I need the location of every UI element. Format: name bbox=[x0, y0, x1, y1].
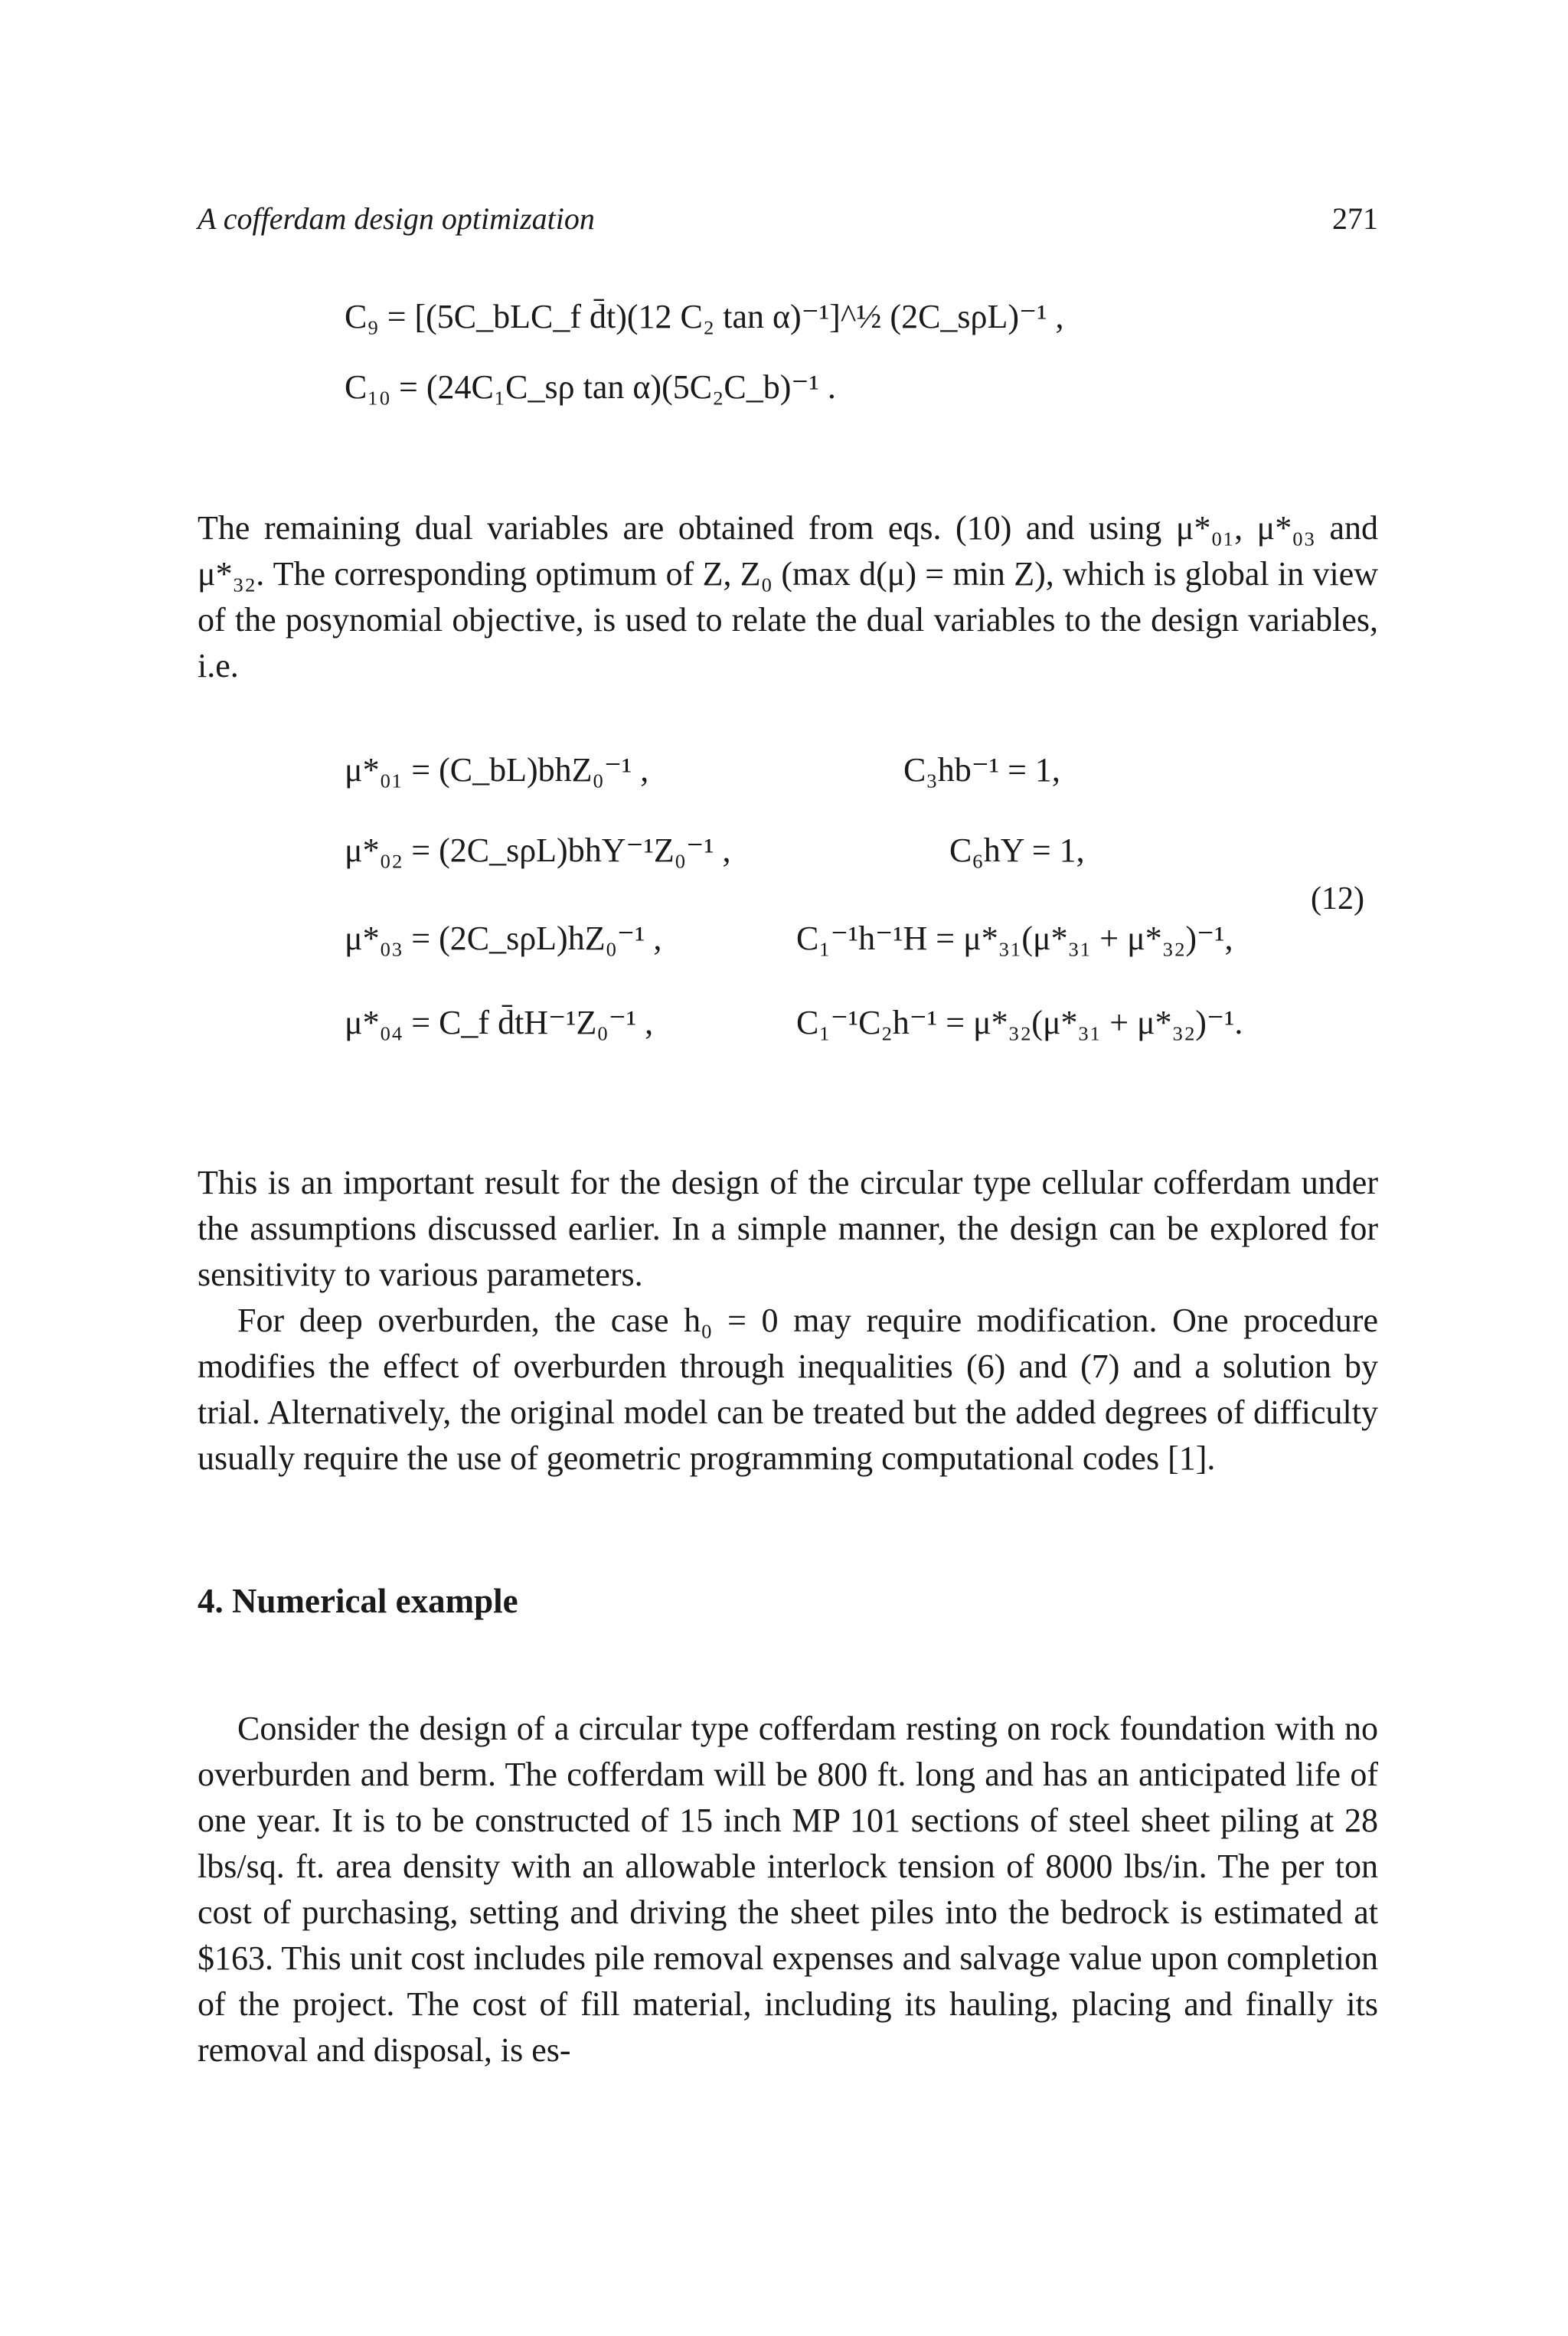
equation-c10: C₁₀ = (24C₁C_sρ tan α)(5C₂C_b)⁻¹ . bbox=[345, 368, 836, 406]
page-number: 271 bbox=[1332, 201, 1378, 236]
paragraph-text: For deep overburden, the case h₀ = 0 may require modification. One procedure modifies the effect of overburden through inequalities (6) and (7) and a solution by trial. Alternatively, the original model can be treated but the added degrees of difficulty usually require the use of geometric programming computational codes [1]. bbox=[198, 1302, 1378, 1477]
paragraph-result bbox=[198, 1160, 1378, 1298]
paragraph-text: The remaining dual variables are obtained from eqs. (10) and using μ*₀₁, μ*₀₃ and μ*₃₂. The corresponding optimum of Z, Z₀ (max d(μ) = min Z), which is global in view of the posynomial objective, is used to relate the dual variables to the design variables, i.e. bbox=[198, 509, 1378, 684]
equation-mu03: μ*₀₃ = (2C_sρL)hZ₀⁻¹ , bbox=[345, 920, 662, 957]
equation-number: (12) bbox=[1311, 881, 1364, 916]
paragraph-text: This is an important result for the design of the circular type cellular cofferdam under the assumptions discussed earlier. In a simple manner, the design can be explored for sensitivity to various parameters. bbox=[198, 1164, 1378, 1293]
equation-mu02: μ*₀₂ = (2C_sρL)bhY⁻¹Z₀⁻¹ , bbox=[345, 831, 731, 869]
paragraph-numerical-example bbox=[198, 1706, 1378, 2073]
equation-c1-h: C₁⁻¹h⁻¹H = μ*₃₁(μ*₃₁ + μ*₃₂)⁻¹, bbox=[796, 920, 1233, 957]
equation-c1-c2: C₁⁻¹C₂h⁻¹ = μ*₃₂(μ*₃₁ + μ*₃₂)⁻¹. bbox=[796, 1004, 1243, 1041]
equation-c9: C₉ = [(5C_bLC_f d̄t)(12 C₂ tan α)⁻¹]^½ (2C_sρL)⁻¹ , bbox=[345, 298, 1064, 335]
equation-mu04: μ*₀₄ = C_f d̄tH⁻¹Z₀⁻¹ , bbox=[345, 1004, 654, 1041]
paragraph-dual-variables bbox=[198, 505, 1378, 689]
equation-c6: C₆hY = 1, bbox=[949, 831, 1085, 869]
paragraph-overburden bbox=[198, 1298, 1378, 1482]
equation-c3: C₃hb⁻¹ = 1, bbox=[903, 751, 1060, 789]
paragraph-text: Consider the design of a circular type cofferdam resting on rock foundation with no overburden and berm. The cofferdam will be 800 ft. long and has an anticipated life of one year. It is to be constructed of 15 inch MP 101 sections of steel sheet piling at 28 lbs/sq. ft. area density with an allowable interlock tension of 8000 lbs/in. The per ton cost of purchasing, setting and driving the sheet piles into the bedrock is estimated at $163. This unit cost includes pile removal expenses and salvage value upon completion of the project. The cost of fill material, including its hauling, placing and finally its removal and disposal, is es- bbox=[198, 1710, 1378, 2069]
running-title: A cofferdam design optimization bbox=[198, 201, 595, 236]
equation-mu01: μ*₀₁ = (C_bL)bhZ₀⁻¹ , bbox=[345, 751, 649, 789]
section-heading: 4. Numerical example bbox=[198, 1582, 518, 1620]
